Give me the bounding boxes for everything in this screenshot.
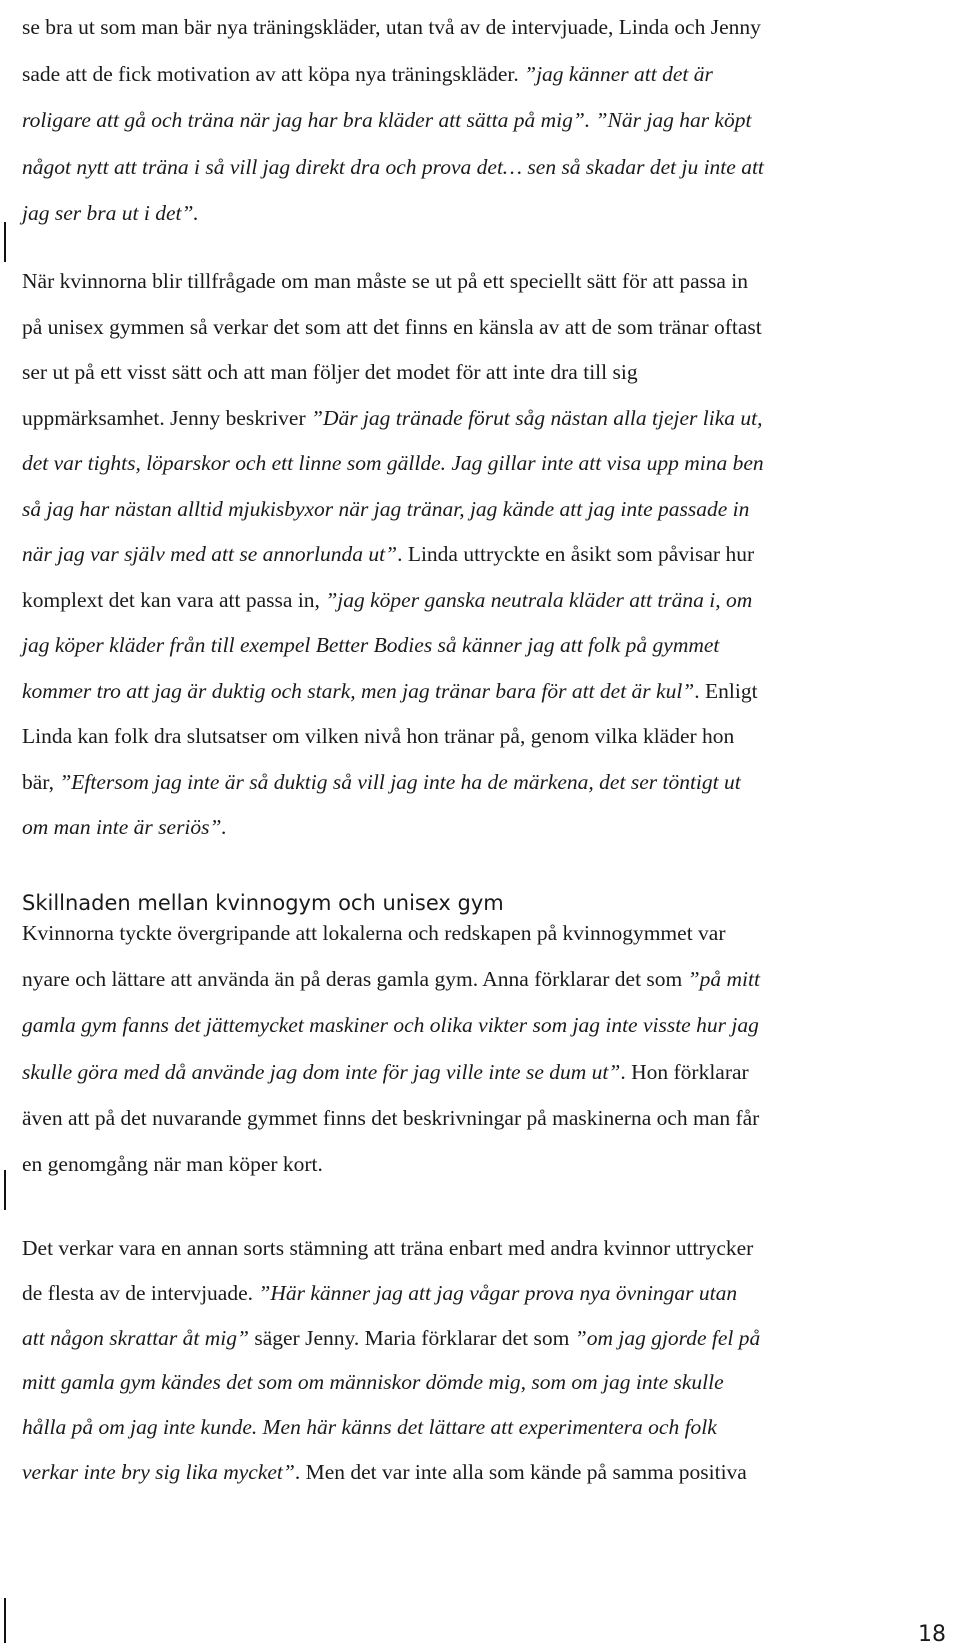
quote-segment: roligare att gå och träna när jag har bra kläder att sätta på mig”. ”När jag har köpt	[22, 108, 752, 132]
text-segment: . Enligt	[694, 678, 758, 703]
text-segment: . Linda uttryckte en åsikt som påvisar hur	[397, 542, 755, 566]
text-line	[22, 1235, 753, 1261]
quote-segment: skulle göra med då använde jag dom inte för jag ville inte se dum ut”	[22, 1059, 621, 1084]
text-segment: När kvinnorna blir tillfrågade om man måste se ut på ett speciellt sätt för att passa in	[22, 269, 749, 293]
text-line	[22, 1012, 759, 1038]
margin-change-bar	[4, 1170, 6, 1210]
text-line	[22, 61, 713, 87]
text-segment: även att på det nuvarande gymmet finns det beskrivningar på maskinerna och man får	[22, 1105, 760, 1130]
text-segment: se bra ut som man bär nya träningskläder, utan två av de intervjuade, Linda och Jenny	[22, 15, 761, 39]
text-line	[22, 14, 761, 40]
text-line	[22, 450, 764, 476]
text-line	[22, 966, 760, 992]
text-line	[22, 1459, 747, 1485]
text-segment: bär,	[22, 769, 60, 794]
text-line	[22, 920, 726, 946]
text-segment: de flesta av de intervjuade.	[22, 1280, 259, 1305]
text-segment: nyare och lättare att använda än på deras gamla gym. Anna förklarar det som	[22, 967, 688, 992]
quote-segment: verkar inte bry sig lika mycket”	[22, 1460, 295, 1484]
text-line	[22, 632, 719, 658]
text-segment: ser ut på ett visst sätt och att man följer det modet för att inte dra till sig	[22, 360, 638, 384]
text-line	[22, 496, 749, 522]
quote-segment: om man inte är seriös”.	[22, 815, 227, 839]
text-segment: säger Jenny. Maria förklarar det som	[248, 1325, 575, 1350]
text-segment: Kvinnorna tyckte övergripande att lokalerna och redskapen på kvinnogymmet var	[22, 921, 726, 945]
quote-segment: mitt gamla gym kändes det som om människor dömde mig, som om jag inte skulle	[22, 1370, 724, 1395]
quote-segment: att någon skrattar åt mig”	[22, 1325, 249, 1350]
text-line	[22, 769, 741, 795]
text-line	[22, 405, 763, 431]
quote-segment: när jag var själv med att se annorlunda ut”	[22, 542, 398, 566]
quote-segment: ”Eftersom jag inte är så duktig så vill jag inte ha de märkena, det ser töntigt ut	[59, 769, 741, 794]
text-line	[22, 1151, 323, 1177]
margin-change-bar	[4, 222, 6, 262]
quote-segment: hålla på om jag inte kunde. Men här känns det lättare att experimentera och folk	[22, 1415, 717, 1440]
text-line	[22, 1280, 737, 1306]
quote-segment: jag ser bra ut i det”.	[22, 201, 199, 225]
text-line	[22, 1105, 759, 1131]
quote-segment: ”om jag gjorde fel på	[574, 1325, 761, 1350]
text-line	[22, 314, 762, 340]
text-segment: Linda kan folk dra slutsatser om vilken nivå hon tränar på, genom vilka kläder hon	[22, 724, 735, 748]
text-line	[22, 1369, 724, 1395]
text-line	[22, 1325, 760, 1351]
text-line	[22, 1059, 749, 1085]
text-line	[22, 678, 758, 704]
quote-segment: kommer tro att jag är duktig och stark, men jag tränar bara för att det är kul”	[22, 678, 695, 703]
section-heading: Skillnaden mellan kvinnogym och unisex gym	[22, 891, 504, 915]
text-segment: Det verkar vara en annan sorts stämning att träna enbart med andra kvinnor uttrycker	[22, 1236, 754, 1260]
text-line	[22, 359, 638, 385]
text-line	[22, 1414, 717, 1440]
text-line	[22, 723, 734, 749]
text-line	[22, 814, 227, 840]
page-number: 18	[918, 1622, 946, 1647]
quote-segment: gamla gym fanns det jättemycket maskiner och olika vikter som jag inte visste hur jag	[22, 1013, 759, 1038]
text-segment: en genomgång när man köper kort.	[22, 1152, 323, 1176]
quote-segment: ”Här känner jag att jag vågar prova nya övningar utan	[258, 1280, 738, 1305]
quote-segment: ”jag köper ganska neutrala kläder att träna i, om	[325, 587, 753, 612]
quote-segment: jag köper kläder från till exempel Better Bodies så känner jag att folk på gymmet	[22, 633, 720, 657]
text-line	[22, 268, 748, 294]
text-segment: på unisex gymmen så verkar det som att det finns en känsla av att de som tränar oftast	[22, 314, 762, 339]
quote-segment: ”Där jag tränade förut såg nästan alla tjejer lika ut,	[310, 405, 763, 430]
text-line	[22, 541, 754, 567]
text-line	[22, 107, 751, 133]
margin-change-bar	[4, 1598, 6, 1643]
quote-segment: något nytt att träna i så vill jag direkt dra och prova det… sen så skadar det ju inte att	[22, 154, 764, 179]
text-segment: . Men det var inte alla som kände på samma positiva	[294, 1460, 747, 1484]
text-line	[22, 154, 764, 180]
text-segment: uppmärksamhet. Jenny beskriver	[22, 405, 311, 430]
text-segment: komplext det kan vara att passa in,	[22, 587, 326, 612]
text-line	[22, 200, 199, 226]
quote-segment: ”jag känner att det är	[524, 61, 713, 86]
text-segment: sade att de fick motivation av att köpa nya träningskläder.	[22, 61, 525, 86]
text-line	[22, 587, 752, 613]
quote-segment: ”på mitt	[687, 967, 760, 992]
text-segment: . Hon förklarar	[620, 1059, 749, 1084]
quote-segment: så jag har nästan alltid mjukisbyxor när jag tränar, jag kände att jag inte passade in	[22, 496, 750, 521]
quote-segment: det var tights, löparskor och ett linne som gällde. Jag gillar inte att visa upp mina ben	[22, 451, 764, 475]
